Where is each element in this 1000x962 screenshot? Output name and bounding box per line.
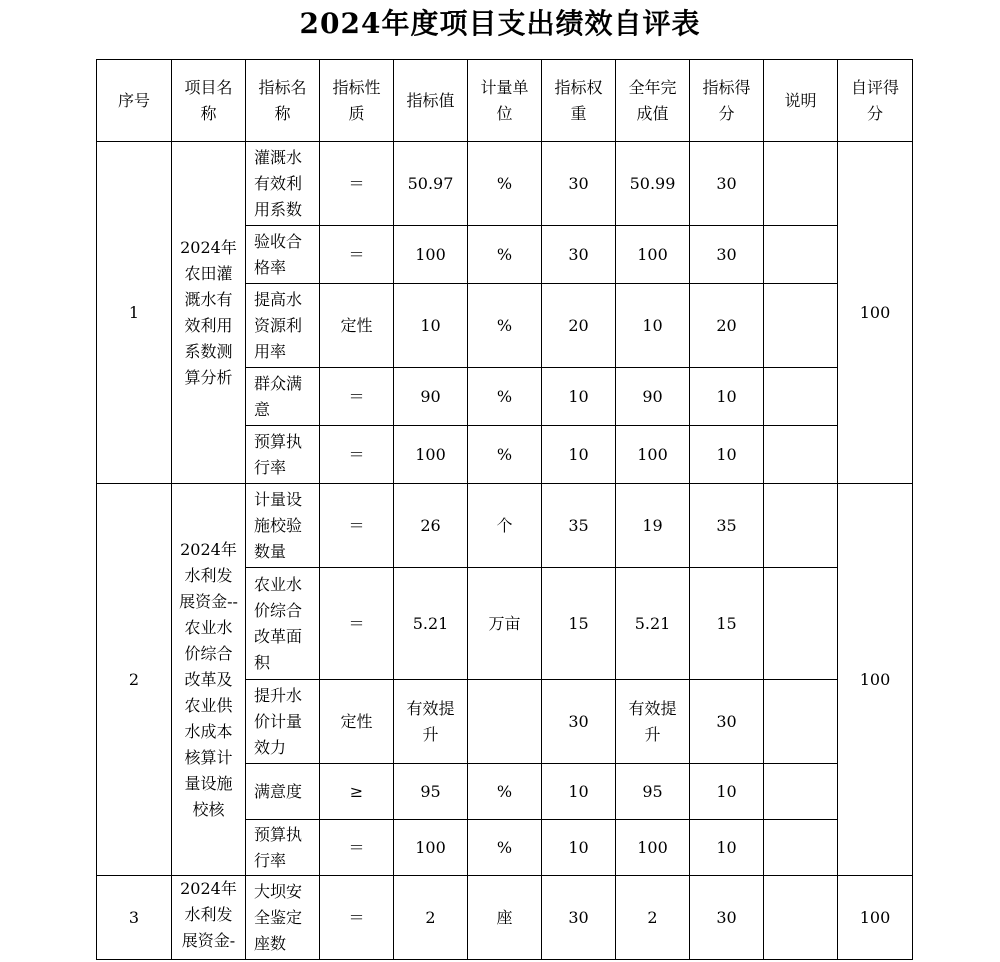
indicator-unit: 个 (468, 484, 542, 568)
indicator-points: 30 (690, 680, 764, 764)
indicator-note (764, 876, 838, 960)
indicator-unit (468, 680, 542, 764)
indicator-unit: 万亩 (468, 568, 542, 680)
self-score: 100 (838, 484, 913, 876)
indicator-weight: 30 (542, 876, 616, 960)
indicator-name: 计量设施校验数量 (246, 484, 320, 568)
indicator-unit: 座 (468, 876, 542, 960)
indicator-unit: % (468, 226, 542, 284)
table-row (97, 876, 913, 960)
indicator-value: 26 (394, 484, 468, 568)
indicator-note (764, 820, 838, 876)
indicator-weight: 10 (542, 368, 616, 426)
page-title: 2024年度项目支出绩效自评表 (299, 7, 701, 40)
indicator-points: 20 (690, 284, 764, 368)
header-cell: 项目名称 (172, 60, 246, 142)
indicator-value: 90 (394, 368, 468, 426)
indicator-value: 100 (394, 426, 468, 484)
indicator-value: 有效提升 (394, 680, 468, 764)
header-cell: 自评得分 (838, 60, 913, 142)
header-cell: 全年完成值 (616, 60, 690, 142)
indicator-value: 50.97 (394, 142, 468, 226)
indicator-note (764, 484, 838, 568)
indicator-note (764, 226, 838, 284)
indicator-note (764, 764, 838, 820)
indicator-actual: 100 (616, 820, 690, 876)
indicator-nature: ≥ (320, 764, 394, 820)
header-cell: 指标名称 (246, 60, 320, 142)
indicator-weight: 10 (542, 820, 616, 876)
indicator-nature: ＝ (320, 568, 394, 680)
indicator-actual: 95 (616, 764, 690, 820)
indicator-actual: 有效提升 (616, 680, 690, 764)
indicator-value: 2 (394, 876, 468, 960)
indicator-unit: % (468, 142, 542, 226)
indicator-nature: ＝ (320, 820, 394, 876)
indicator-actual: 100 (616, 426, 690, 484)
header-cell: 说明 (764, 60, 838, 142)
indicator-weight: 30 (542, 680, 616, 764)
indicator-points: 30 (690, 226, 764, 284)
indicator-actual: 50.99 (616, 142, 690, 226)
indicator-points: 30 (690, 142, 764, 226)
indicator-actual: 100 (616, 226, 690, 284)
indicator-nature: ＝ (320, 876, 394, 960)
indicator-name: 预算执行率 (246, 426, 320, 484)
evaluation-table (96, 59, 913, 960)
indicator-points: 35 (690, 484, 764, 568)
indicator-name: 提升水价计量效力 (246, 680, 320, 764)
indicator-unit: % (468, 284, 542, 368)
indicator-name: 提高水资源利用率 (246, 284, 320, 368)
indicator-note (764, 680, 838, 764)
indicator-name: 满意度 (246, 764, 320, 820)
indicator-nature: ＝ (320, 226, 394, 284)
indicator-nature: ＝ (320, 426, 394, 484)
indicator-note (764, 142, 838, 226)
table-row (97, 142, 913, 226)
project-no: 2 (97, 484, 172, 876)
indicator-actual: 5.21 (616, 568, 690, 680)
indicator-note (764, 568, 838, 680)
indicator-weight: 30 (542, 226, 616, 284)
indicator-weight: 15 (542, 568, 616, 680)
indicator-note (764, 368, 838, 426)
indicator-value: 5.21 (394, 568, 468, 680)
header-row (97, 60, 913, 142)
project-name: 2024年水利发展资金--农业水价综合改革及农业供水成本核算计量设施校核 (172, 484, 246, 876)
indicator-value: 100 (394, 820, 468, 876)
indicator-name: 验收合格率 (246, 226, 320, 284)
indicator-weight: 30 (542, 142, 616, 226)
indicator-unit: % (468, 426, 542, 484)
indicator-nature: 定性 (320, 284, 394, 368)
header-cell: 指标值 (394, 60, 468, 142)
self-score: 100 (838, 142, 913, 484)
indicator-points: 30 (690, 876, 764, 960)
indicator-points: 10 (690, 820, 764, 876)
indicator-actual: 10 (616, 284, 690, 368)
indicator-note (764, 284, 838, 368)
indicator-points: 10 (690, 426, 764, 484)
indicator-weight: 35 (542, 484, 616, 568)
project-name: 2024年农田灌溉水有效利用系数测算分析 (172, 142, 246, 484)
indicator-unit: % (468, 368, 542, 426)
indicator-weight: 10 (542, 426, 616, 484)
indicator-unit: % (468, 820, 542, 876)
indicator-actual: 90 (616, 368, 690, 426)
table-row (97, 484, 913, 568)
indicator-nature: ＝ (320, 484, 394, 568)
indicator-nature: 定性 (320, 680, 394, 764)
indicator-name: 群众满意 (246, 368, 320, 426)
indicator-weight: 10 (542, 764, 616, 820)
indicator-unit: % (468, 764, 542, 820)
indicator-value: 100 (394, 226, 468, 284)
indicator-actual: 19 (616, 484, 690, 568)
indicator-name: 农业水价综合改革面积 (246, 568, 320, 680)
indicator-weight: 20 (542, 284, 616, 368)
indicator-nature: ＝ (320, 142, 394, 226)
project-no: 1 (97, 142, 172, 484)
indicator-nature: ＝ (320, 368, 394, 426)
indicator-value: 95 (394, 764, 468, 820)
header-cell: 指标性质 (320, 60, 394, 142)
indicator-name: 大坝安全鉴定座数 (246, 876, 320, 960)
indicator-points: 10 (690, 764, 764, 820)
header-cell: 序号 (97, 60, 172, 142)
indicator-name: 预算执行率 (246, 820, 320, 876)
header-cell: 指标得分 (690, 60, 764, 142)
indicator-name: 灌溉水有效利用系数 (246, 142, 320, 226)
self-score: 100 (838, 876, 913, 960)
header-cell: 计量单位 (468, 60, 542, 142)
indicator-points: 15 (690, 568, 764, 680)
indicator-points: 10 (690, 368, 764, 426)
project-name: 2024年水利发展资金- (172, 876, 246, 960)
indicator-value: 10 (394, 284, 468, 368)
indicator-actual: 2 (616, 876, 690, 960)
header-cell: 指标权重 (542, 60, 616, 142)
indicator-note (764, 426, 838, 484)
project-no: 3 (97, 876, 172, 960)
